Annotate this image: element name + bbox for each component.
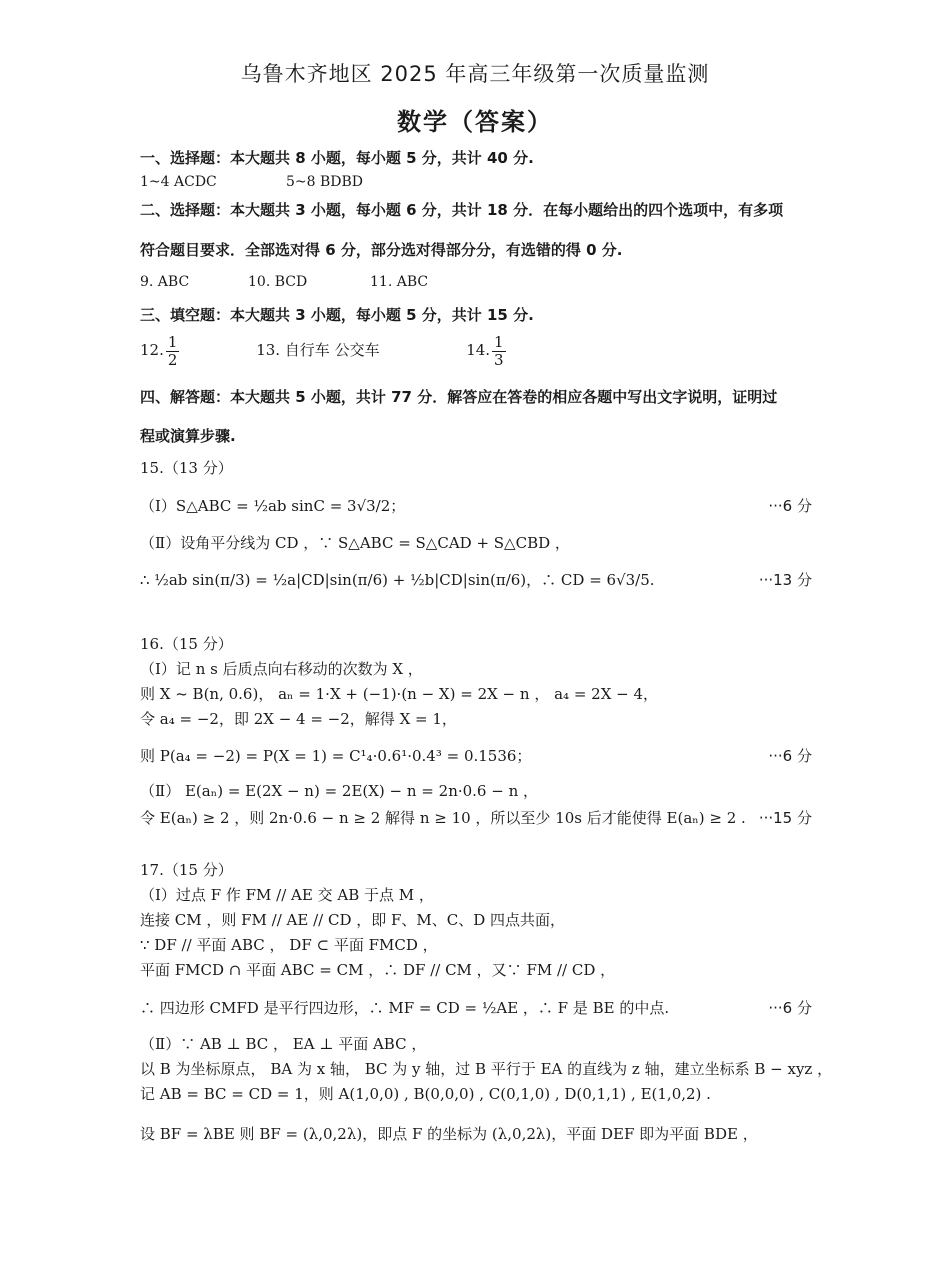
q17-part8: 记 AB = BC = CD = 1，则 A(1,0,0) , B(0,0,0) , C(0,1,0) , D(0,1,1) , E(1,0,2) . xyxy=(140,1085,711,1103)
document-title: 乌鲁木齐地区 2025 年高三年级第一次质量监测 xyxy=(240,62,710,86)
q17-part3: ∵ DF // 平面 ABC ， DF ⊂ 平面 FMCD ， xyxy=(140,936,438,954)
q12-denominator: 2 xyxy=(167,350,178,369)
section2-answers xyxy=(140,272,428,292)
section3-heading: 三、填空题：本大题共 3 小题，每小题 5 分，共计 15 分. xyxy=(140,306,534,324)
q16-part2: 则 X ~ B(n, 0.6)， aₙ = 1·X + (−1)·(n − X) = 2X − n ， a₄ = 2X − 4， xyxy=(140,685,659,703)
document-subtitle: 数学（答案） xyxy=(397,108,553,136)
section2-heading-line1: 二、选择题：本大题共 3 小题，每小题 6 分，共计 18 分．在每小题给出的四个选项中，有多项 xyxy=(140,201,784,219)
q16-part5: （Ⅱ） E(aₙ) = E(2X − n) = 2E(X) − n = 2n·0.6 − n ， xyxy=(140,782,539,800)
answer-9: 9. ABC xyxy=(140,274,190,290)
section2-heading-line2: 符合题目要求．全部选对得 6 分，部分选对得部分分，有选错的得 0 分. xyxy=(140,241,623,259)
q17-part2: 连接 CM ，则 FM // AE // CD ，即 F、M、C、D 四点共面， xyxy=(140,911,566,929)
section4-heading-line2: 程或演算步骤. xyxy=(140,427,236,445)
q14-label: 14. xyxy=(466,341,491,359)
q15-part1: （Ⅰ）S△ABC = ½ab sinC = 3√3/2； xyxy=(140,497,406,515)
q15-part2: （Ⅱ）设角平分线为 CD ，∵ S△ABC = S△CAD + S△CBD ， xyxy=(140,534,570,552)
section1-heading: 一、选择题：本大题共 8 小题，每小题 5 分，共计 40 分. xyxy=(140,149,534,167)
q12-label: 12. xyxy=(140,341,164,359)
answer-10: 10. BCD xyxy=(248,274,308,290)
q17-part1: （Ⅰ）过点 F 作 FM // AE 交 AB 于点 M ， xyxy=(140,886,434,904)
q17-part7: 以 B 为坐标原点， BA 为 x 轴， BC 为 y 轴，过 B 平行于 EA 的直线为 z 轴，建立坐标系 B − xyz ， xyxy=(140,1060,833,1078)
q17-header: 17.（15 分） xyxy=(140,861,233,879)
answers-1-4: 1~4 ACDC xyxy=(140,174,217,190)
q17-part5-score: ···6 分 xyxy=(768,999,812,1017)
q15-header: 15.（13 分） xyxy=(140,459,233,477)
section3-answers xyxy=(140,330,508,370)
answer-11: 11. ABC xyxy=(370,274,429,290)
q16-part1: （Ⅰ）记 n s 后质点向右移动的次数为 X ， xyxy=(140,660,423,678)
q16-header: 16.（15 分） xyxy=(140,635,233,653)
q14-numerator: 1 xyxy=(494,332,504,351)
q16-part6: 令 E(aₙ) ≥ 2 ，则 2n·0.6 − n ≥ 2 解得 n ≥ 10 ，所以至少 10s 后才能使得 E(aₙ) ≥ 2 . xyxy=(140,809,746,827)
q16-part4-score: ···6 分 xyxy=(768,747,812,765)
q15-part3-score: ···13 分 xyxy=(758,571,812,589)
q15-part1-score: ···6 分 xyxy=(768,497,812,515)
section1-answers xyxy=(140,172,363,192)
q13-answer: 13. 自行车 公交车 xyxy=(256,341,380,359)
q17-part5: ∴ 四边形 CMFD 是平行四边形，∴ MF = CD = ½AE ，∴ F 是 BE 的中点. xyxy=(140,999,670,1017)
q16-part3: 令 a₄ = −2，即 2X − 4 = −2，解得 X = 1， xyxy=(140,710,457,728)
q14-fraction xyxy=(492,334,506,369)
section4-heading-line1: 四、解答题：本大题共 5 小题，共计 77 分．解答应在答卷的相应各题中写出文字说明，证明过 xyxy=(140,388,778,406)
q16-part6-score: ···15 分 xyxy=(758,809,812,827)
q17-part4: 平面 FMCD ∩ 平面 ABC = CM ，∴ DF // CM ，又∵ FM // CD ， xyxy=(140,961,616,979)
q15-part3: ∴ ½ab sin(π/3) = ½a|CD|sin(π/6) + ½b|CD|sin(π/6)，∴ CD = 6√3/5. xyxy=(140,571,655,589)
answers-5-8: 5~8 BDBD xyxy=(286,174,364,190)
q17-part9: 设 BF = λBE 则 BF = (λ,0,2λ)，即点 F 的坐标为 (λ,0,2λ)，平面 DEF 即为平面 BDE ， xyxy=(140,1125,758,1143)
q12-fraction xyxy=(166,334,180,369)
q12-numerator: 1 xyxy=(167,332,178,351)
q16-part4: 则 P(a₄ = −2) = P(X = 1) = C¹₄·0.6¹·0.4³ = 0.1536； xyxy=(140,747,532,765)
q14-denominator: 3 xyxy=(494,350,504,369)
q17-part6: （Ⅱ）∵ AB ⊥ BC ， EA ⊥ 平面 ABC ， xyxy=(140,1035,427,1053)
